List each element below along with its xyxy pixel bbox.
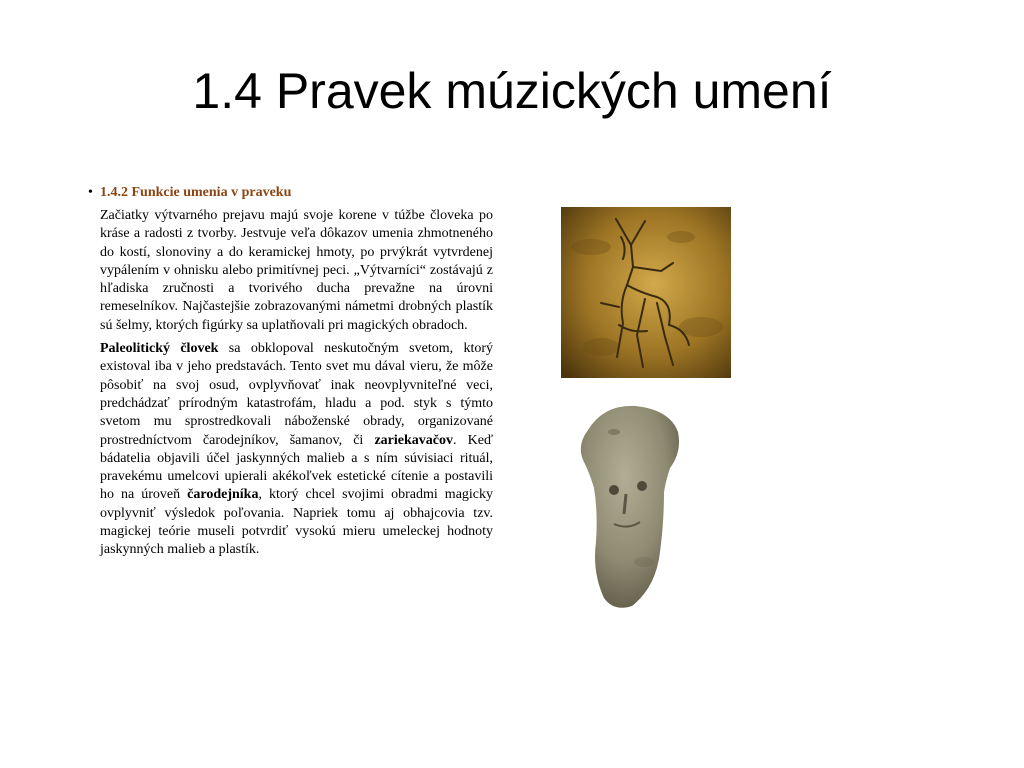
bold-term: čarodejníka <box>187 487 259 503</box>
slide-title: 1.4 Pravek múzických umení <box>192 63 832 119</box>
bold-term: zariekavačov <box>374 432 453 448</box>
bold-term: Paleolitický človek <box>100 341 219 357</box>
paragraph-text: , ktorý chcel svojimi obradmi magicky ovplyvniť výsledok poľovania. Napriek tomu aj obhajcovia tzv. magickej teórie museli potvrdiť vysokú mieru umeleckej hodnoty jaskynných malieb a plastík. <box>100 487 494 558</box>
paragraph-paleolithic <box>100 340 493 560</box>
body-text <box>100 207 493 565</box>
paragraph-intro: Začiatky výtvarného prejavu majú svoje korene v túžbe človeka po kráse a radosti z tvorby. Jestvuje veľa dôkazov umenia zhmotneného do kostí, slonoviny a do keramickej hmoty, po prvýkrát vytvrdenej vypálením v ohnisku alebo primitívnej peci. „Výtvarníci“ zostávajú z hľadiska zručnosti a tvorivého ducha prevažne na úrovni remeselníkov. Najčastejšie zobrazovanými námetmi drobných plastík sú šelmy, ktorých figúrky sa uplatňovali pri magických obradoch. <box>100 208 493 333</box>
figurine-image <box>574 402 684 612</box>
paragraph-text: sa obklopoval neskutočným svetom, ktorý existoval iba v jeho predstavách. Tento svet mu dával vieru, že môže pôsobiť na svoj osud, ovplyvňovať inak neovplyvniteľné veci, predchádzať prírodným katastrofám, hladu a pod. styk s týmto svetom mu sprostredkovali náboženské obrady, organizované prostredníctvom čarodejníkov, šamanov, či <box>100 341 494 448</box>
subheading: 1.4.2 Funkcie umenia v praveku <box>100 185 292 200</box>
cave-art-image <box>561 207 731 378</box>
paragraph-text: . Keď bádatelia objavili účel jaskynných malieb a s ním súvisiaci rituál, pravekému umelcovi upierali akékoľvek estetické cítenie a postavili ho na úroveň <box>100 432 493 503</box>
bullet-icon: • <box>88 185 93 200</box>
